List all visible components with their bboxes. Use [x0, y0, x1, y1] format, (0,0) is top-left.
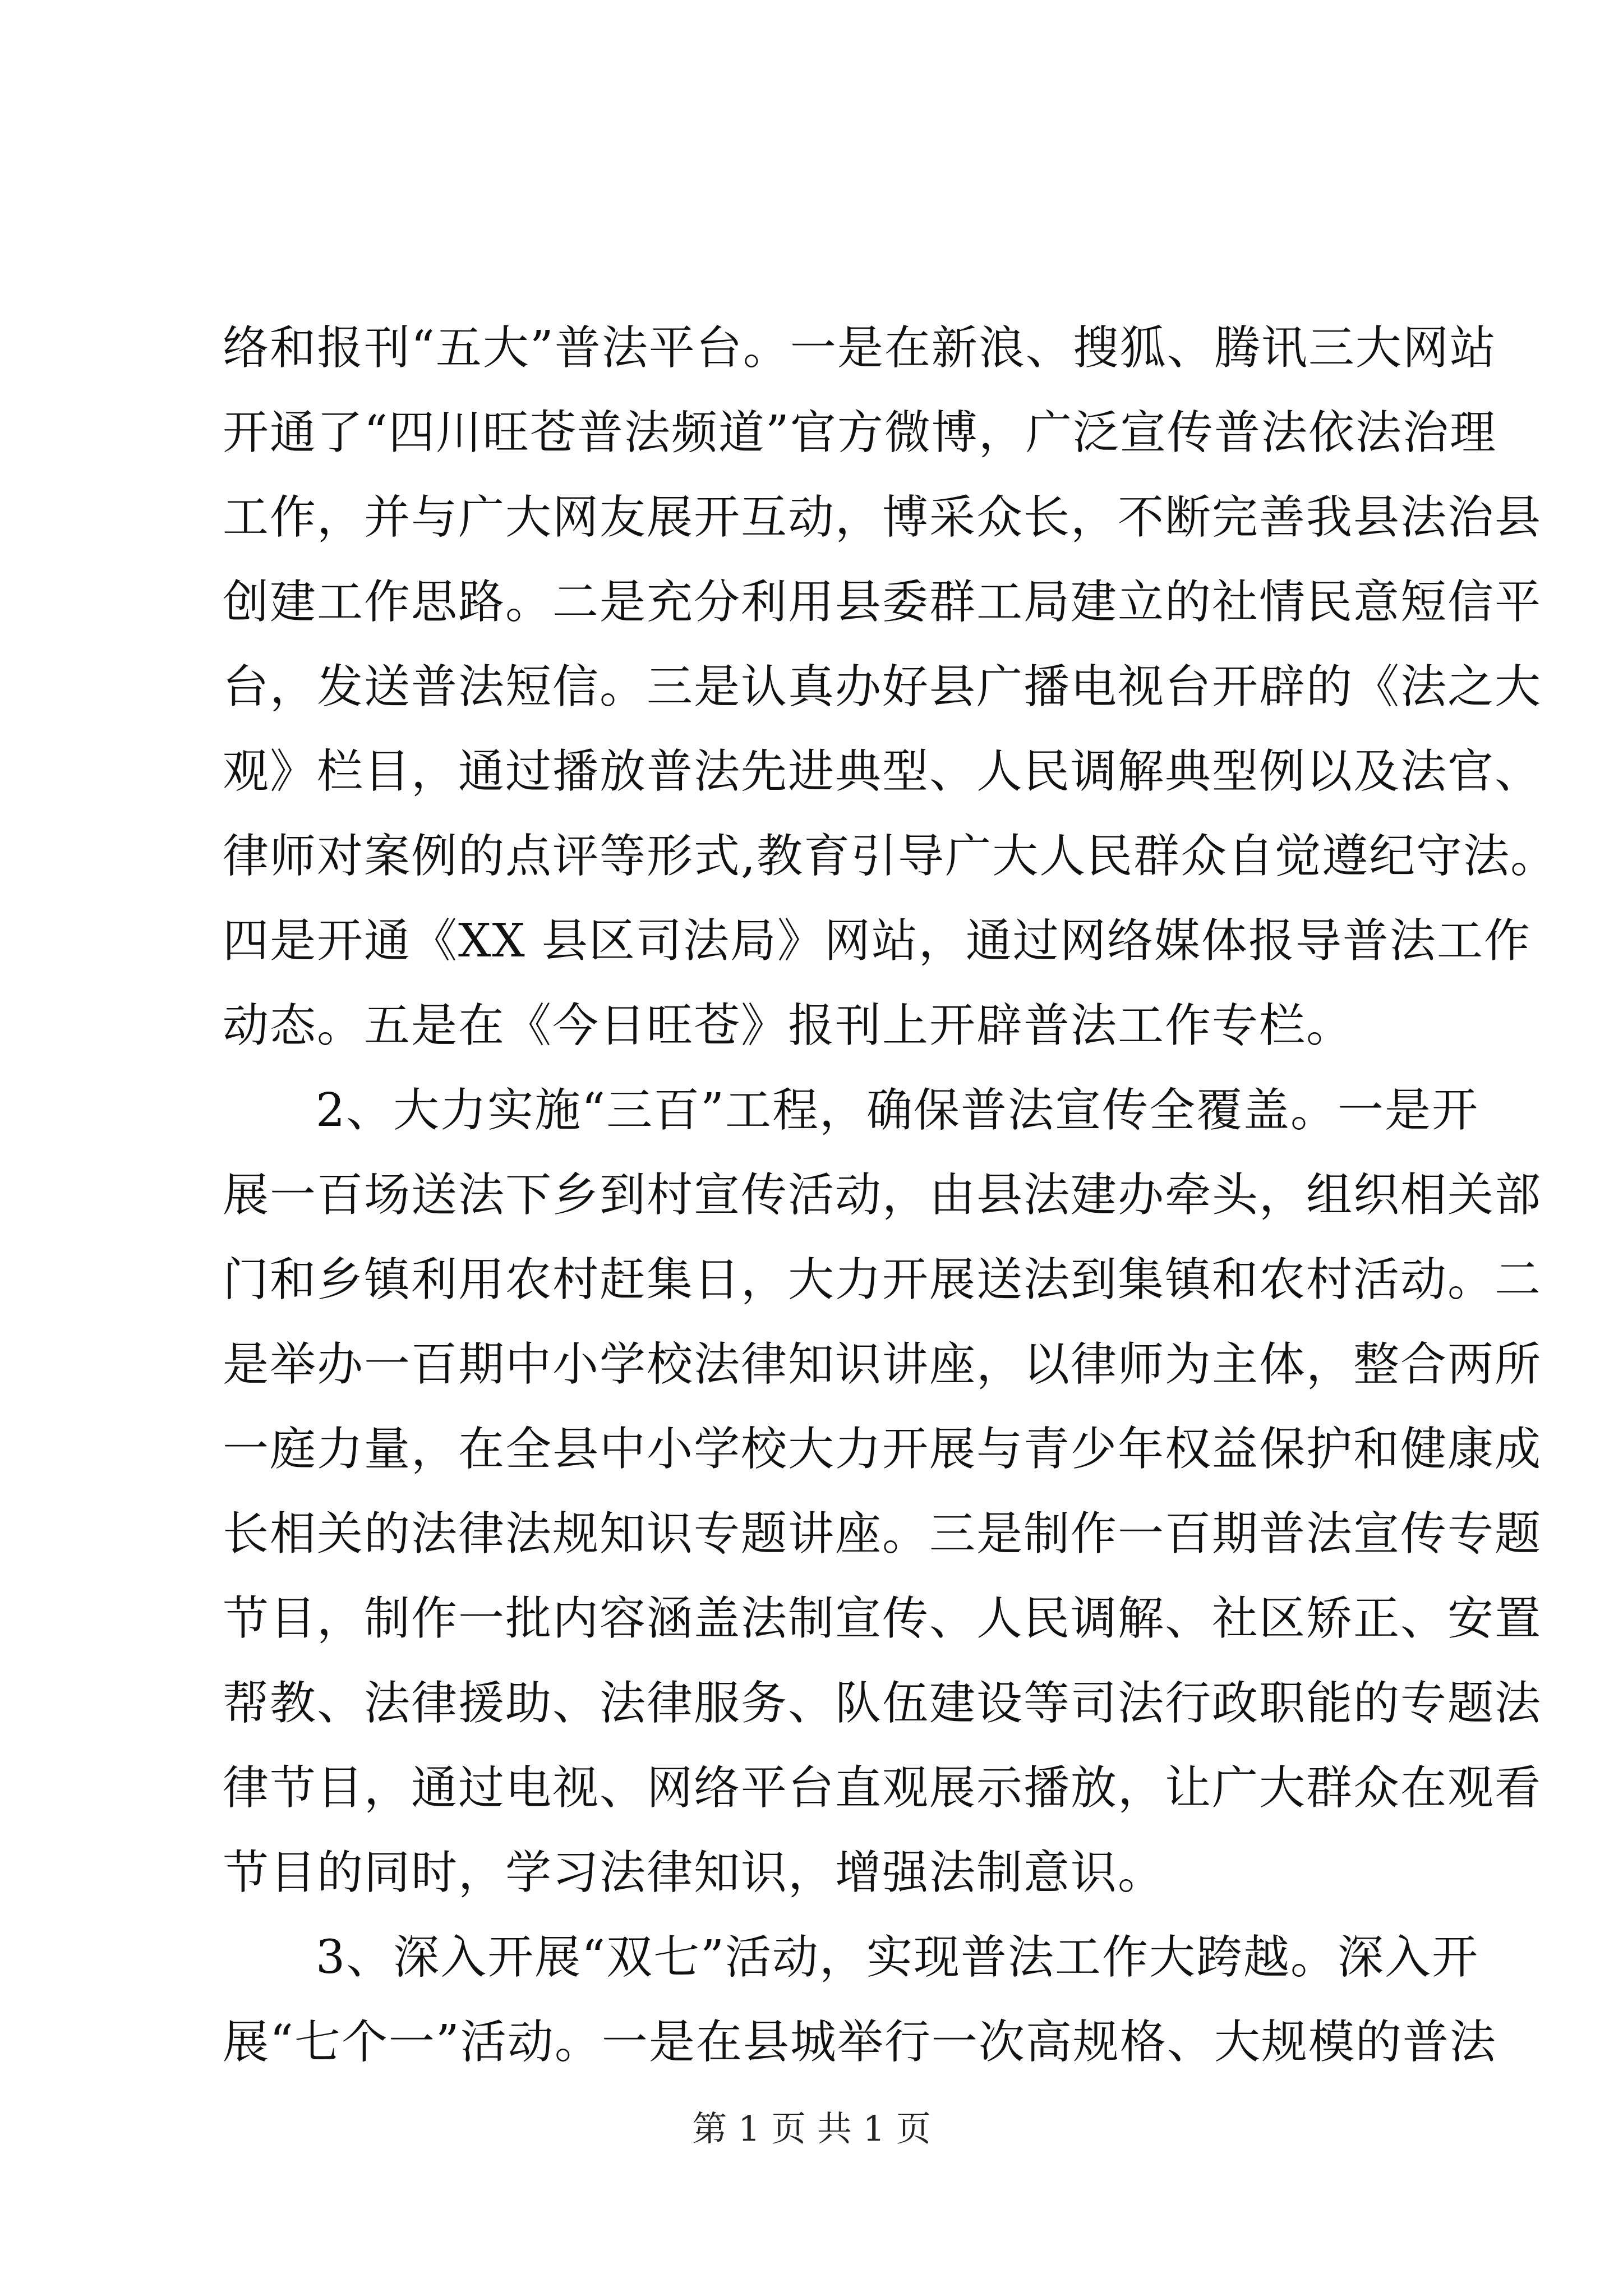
paragraph-line: 台，发送普法短信。三是认真办好县广播电视台开辟的《法之大: [223, 660, 1542, 714]
paragraph-line: 动态。五是在《今日旺苍》报刊上开辟普法工作专栏。: [223, 999, 1354, 1052]
paragraph-line: 帮教、法律援助、法律服务、队伍建设等司法行政职能的专题法: [223, 1677, 1542, 1730]
paragraph-line: 2、大力实施“三百”工程，确保普法宣传全覆盖。一是开: [316, 1084, 1479, 1137]
paragraph-line: 律师对案例的点评等形式,教育引导广大人民群众自觉遵纪守法。: [223, 830, 1558, 883]
paragraph-line: 长相关的法律法规知识专题讲座。三是制作一百期普法宣传专题: [223, 1507, 1542, 1561]
paragraph-line: 是举办一百期中小学校法律知识讲座，以律师为主体，整合两所: [223, 1338, 1542, 1391]
paragraph-line: 展一百场送法下乡到村宣传活动，由县法建办牵头，组织相关部: [223, 1168, 1542, 1222]
paragraph-line: 创建工作思路。二是充分利用县委群工局建立的社情民意短信平: [223, 576, 1542, 629]
paragraph-1: [223, 306, 1558, 1068]
paragraph-line: 开通了“四川旺苍普法频道”官方微博，广泛宣传普法依法治理: [223, 406, 1497, 459]
paragraph-2: [223, 1068, 1542, 1915]
paragraph-line: 门和乡镇利用农村赶集日，大力开展送法到集镇和农村活动。二: [223, 1253, 1542, 1306]
paragraph-line: 节目的同时，学习法律知识，增强法制意识。: [223, 1846, 1165, 1899]
paragraph-line: 一庭力量，在全县中小学校大力开展与青少年权益保护和健康成: [223, 1423, 1542, 1476]
document-body: [223, 306, 1558, 2085]
paragraph-line: 工作，并与广大网友展开互动，博采众长，不断完善我县法治县: [223, 491, 1542, 544]
paragraph-line: 络和报刊“五大”普法平台。一是在新浪、搜狐、腾讯三大网站: [223, 321, 1497, 375]
paragraph-3: [223, 1915, 1497, 2085]
paragraph-line: 节目，制作一批内容涵盖法制宣传、人民调解、社区矫正、安置: [223, 1592, 1542, 1645]
page-number-footer: 第 1 页 共 1 页: [692, 2108, 931, 2149]
paragraph-line: 四是开通《XX 县区司法局》网站，通过网络媒体报导普法工作: [223, 914, 1531, 968]
paragraph-line: 3、深入开展“双七”活动，实现普法工作大跨越。深入开: [316, 1931, 1479, 1984]
paragraph-line: 展“七个一”活动。一是在县城举行一次高规格、大规模的普法: [223, 2016, 1497, 2069]
paragraph-line: 观》栏目，通过播放普法先进典型、人民调解典型例以及法官、: [223, 745, 1542, 798]
paragraph-line: 律节目，通过电视、网络平台直观展示播放，让广大群众在观看: [223, 1761, 1542, 1815]
